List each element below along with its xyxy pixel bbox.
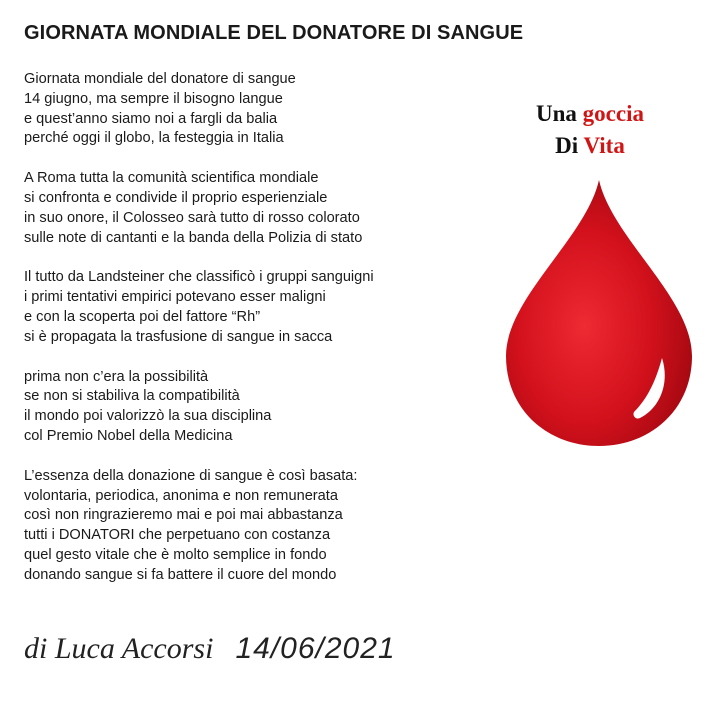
poem-line: e con la scoperta poi del fattore “Rh”: [24, 308, 261, 325]
poem-line: il mondo poi valorizzò la sua disciplina: [24, 408, 272, 425]
poem-line: tutti i DONATORI che perpetuano con costanza: [24, 527, 331, 544]
heading-line-2: [500, 130, 680, 162]
poem-line: donando sangue si fa battere il cuore del mondo: [24, 566, 337, 583]
poem-line: così non ringrazieremo mai e poi mai abbastanza: [24, 507, 343, 524]
poem-line: in suo onore, il Colosseo sarà tutto di rosso colorato: [24, 209, 360, 226]
poem-line: quel gesto vitale che è molto semplice in fondo: [24, 546, 327, 563]
poem-line: si è propagata la trasfusione di sangue in sacca: [24, 328, 333, 345]
signature: [24, 632, 396, 666]
poem-line: 14 giugno, ma sempre il bisogno langue: [24, 90, 283, 107]
page-title: GIORNATA MONDIALE DEL DONATORE DI SANGUE: [24, 22, 524, 44]
poem-line: sulle note di cantanti e la banda della Polizia di stato: [24, 229, 363, 246]
heading-word-una: Una: [536, 101, 577, 126]
poem-line: volontaria, periodica, anonima e non remunerata: [24, 487, 338, 504]
stanza-2: [24, 169, 494, 248]
poem-line: L’essenza della donazione di sangue è così basata:: [24, 467, 358, 484]
poem-line: e quest’anno siamo noi a fargli da balia: [24, 110, 278, 127]
poem: [24, 70, 494, 606]
signature-author: di Luca Accorsi: [24, 632, 214, 665]
poem-line: prima non c’era la possibilità: [24, 368, 209, 385]
signature-date: 14/06/2021: [235, 632, 396, 665]
poem-line: se non si stabiliva la compatibilità: [24, 388, 240, 405]
stanza-3: [24, 268, 494, 347]
poem-line: perché oggi il globo, la festeggia in Italia: [24, 130, 284, 147]
poem-line: col Premio Nobel della Medicina: [24, 427, 233, 444]
blood-drop-icon: [500, 178, 698, 450]
heading-word-di: Di: [555, 133, 579, 158]
poem-line: Il tutto da Landsteiner che classificò i gruppi sanguigni: [24, 269, 374, 286]
drop-heading: [500, 98, 680, 162]
stanza-5: [24, 467, 494, 586]
stanza-1: [24, 70, 494, 149]
poem-line: si confronta e condivide il proprio esperienziale: [24, 189, 328, 206]
heading-word-vita: Vita: [583, 133, 625, 158]
poem-line: Giornata mondiale del donatore di sangue: [24, 71, 296, 87]
stanza-4: [24, 368, 494, 447]
heading-line-1: [500, 98, 680, 130]
drop-body: [506, 180, 692, 446]
poem-line: A Roma tutta la comunità scientifica mondiale: [24, 170, 319, 187]
poem-line: i primi tentativi empirici potevano esser maligni: [24, 289, 326, 306]
heading-word-goccia: goccia: [582, 101, 644, 126]
